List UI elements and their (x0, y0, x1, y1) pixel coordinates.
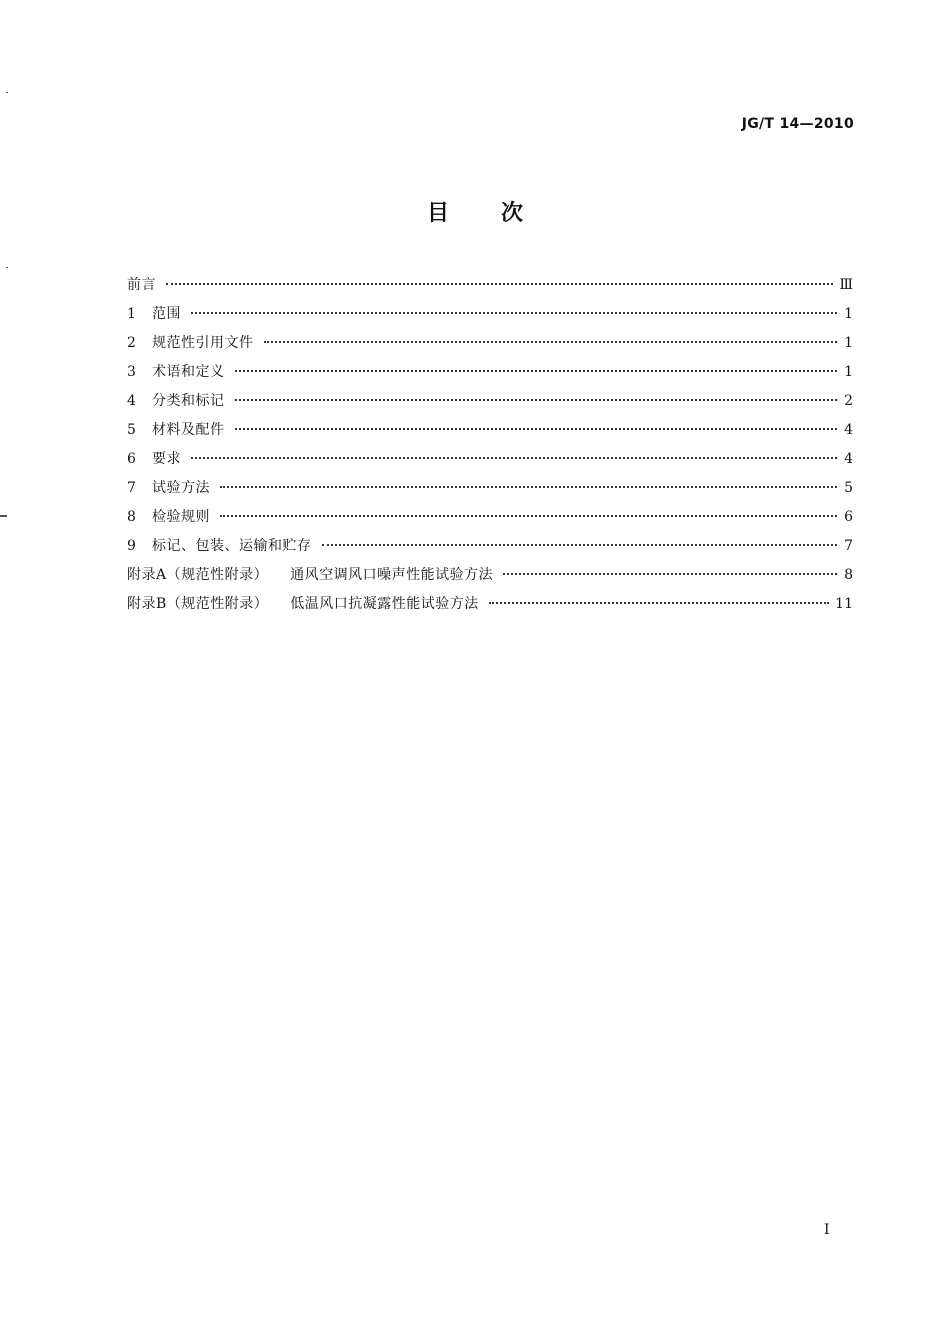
dot-leader (322, 544, 838, 546)
toc-entry-label: 术语和定义 (152, 364, 225, 380)
scan-artifact (6, 267, 8, 268)
toc-entry-number: 3 (127, 364, 136, 380)
dot-leader (235, 399, 838, 401)
toc-entry-number: 1 (127, 306, 136, 322)
toc-entry-page: 1 (844, 335, 853, 351)
toc-entry-subtitle: 通风空调风口噪声性能试验方法 (290, 567, 494, 583)
toc-entry-label: 试验方法 (152, 480, 210, 496)
toc-entry-scope[interactable] (127, 300, 853, 329)
toc-entry-label: 范围 (152, 306, 181, 322)
dot-leader (264, 341, 838, 343)
toc-entry-label: 检验规则 (152, 509, 210, 525)
toc-entry-page: Ⅲ (839, 277, 853, 293)
toc-entry-page: 2 (844, 393, 853, 409)
dot-leader (235, 370, 838, 372)
toc-entry-label: 标记、包装、运输和贮存 (152, 538, 312, 554)
dot-leader (166, 283, 833, 285)
toc-entry-label: 附录A（规范性附录） 通风空调风口噪声性能试验方法 (127, 567, 494, 583)
dot-leader (235, 428, 838, 430)
dot-leader (191, 312, 837, 314)
toc-entry-appendix-a[interactable] (127, 561, 853, 590)
toc-entry-test-methods[interactable] (127, 474, 853, 503)
title-char-1: 目 (426, 201, 449, 226)
title-char-2: 次 (501, 201, 524, 226)
toc-entry-page: 5 (844, 480, 853, 496)
table-of-contents (127, 271, 853, 619)
toc-entry-classification[interactable] (127, 387, 853, 416)
toc-entry-page: 11 (835, 596, 853, 612)
toc-entry-page: 4 (844, 451, 853, 467)
toc-entry-marking-packaging[interactable] (127, 532, 853, 561)
toc-entry-materials[interactable] (127, 416, 853, 445)
toc-entry-inspection-rules[interactable] (127, 503, 853, 532)
toc-entry-number: 6 (127, 451, 136, 467)
page-title (0, 196, 950, 227)
toc-entry-label: 材料及配件 (152, 422, 225, 438)
toc-entry-label: 要求 (152, 451, 181, 467)
toc-entry-label: 附录B（规范性附录） 低温风口抗凝露性能试验方法 (127, 596, 479, 612)
toc-entry-page: 1 (844, 364, 853, 380)
toc-entry-number: 5 (127, 422, 136, 438)
toc-entry-number: 2 (127, 335, 136, 351)
toc-entry-label: 规范性引用文件 (152, 335, 254, 351)
dot-leader (220, 486, 837, 488)
toc-entry-page: 4 (844, 422, 853, 438)
toc-entry-preface[interactable] (127, 271, 853, 300)
page-number: I (824, 1222, 830, 1238)
dot-leader (220, 515, 837, 517)
toc-entry-page: 7 (844, 538, 853, 554)
scan-artifact (0, 515, 7, 517)
toc-entry-subtitle: 低温风口抗凝露性能试验方法 (290, 596, 479, 612)
toc-entry-number: 4 (127, 393, 136, 409)
toc-entry-terms-definitions[interactable] (127, 358, 853, 387)
dot-leader (489, 602, 829, 604)
toc-entry-number: 9 (127, 538, 136, 554)
toc-entry-label: 分类和标记 (152, 393, 225, 409)
toc-entry-page: 8 (844, 567, 853, 583)
toc-entry-page: 6 (844, 509, 853, 525)
dot-leader (191, 457, 837, 459)
toc-entry-page: 1 (844, 306, 853, 322)
scan-artifact (6, 92, 8, 93)
toc-entry-number: 8 (127, 509, 136, 525)
toc-entry-number: 7 (127, 480, 136, 496)
toc-entry-appendix-b[interactable] (127, 590, 853, 619)
toc-entry-requirements[interactable] (127, 445, 853, 474)
toc-entry-label: 前言 (127, 277, 156, 293)
standard-code: JG/T 14—2010 (741, 116, 854, 132)
dot-leader (503, 573, 837, 575)
toc-entry-normative-references[interactable] (127, 329, 853, 358)
